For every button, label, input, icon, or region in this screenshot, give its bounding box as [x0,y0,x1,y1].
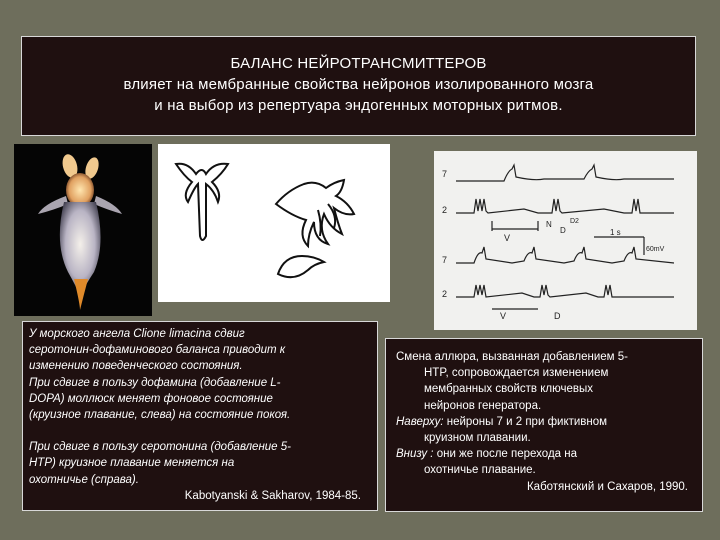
right-line-2: HTP, сопровождается изменением [424,367,609,380]
left-line-2: серотонин-дофаминового баланса приводит к [29,344,286,357]
title-line-2: влияет на мембранные свойства нейронов изолированного мозга [123,76,594,93]
right-line-1: Смена аллюра, вызванная добавлением 5- [396,351,628,363]
left-line-4: При сдвиге в пользу дофамина (добавление L- [29,376,281,389]
left-line-3: изменению поведенческого состояния. [29,360,243,373]
right-line-3: мембранных свойств ключевых [424,383,593,396]
left-line-5: DOPA) моллюск меняет фоновое состояние [29,392,273,405]
left-line-7: При сдвиге в пользу серотонина (добавление 5- [29,441,291,454]
phase-d-top: D [560,226,566,235]
title-line-1: БАЛАНС НЕЙРОТРАНСМИТТЕРОВ [230,55,487,72]
posture-drawings [158,144,390,302]
trace-label-2-top: 2 [442,205,448,215]
trace-label-7-top: 7 [442,169,448,179]
right-top-label: Наверху: [396,415,444,428]
clione-photo [14,144,152,316]
phase-v-top: V [504,233,511,243]
right-top-rest: нейроны 7 и 2 при фиктивном [443,415,608,428]
right-line-6: круизном плавании. [424,432,531,445]
phase-n-top: N [546,220,552,229]
title-line-3: и на выбор из репертуара эндогенных моторных ритмов. [154,97,563,114]
right-line-4: нейронов генератора. [424,399,542,412]
neuron-traces-figure [434,151,697,330]
left-line-1: У морского ангела Clione limacina сдвиг [29,328,245,340]
right-citation: Каботянский и Сахаров, 1990. [526,480,688,493]
time-scale-label: 1 s [610,228,621,237]
right-line-7 [396,446,696,462]
right-caption-box [385,338,703,512]
trace-label-2-bottom: 2 [442,289,448,299]
volt-scale-label: 60mV [646,246,665,253]
right-bottom-rest: они же после перехода на [433,448,577,461]
left-line-9: охотничье (справа). [29,473,139,486]
trace-label-7-bottom: 7 [442,255,448,265]
left-line-8: HTP) круизное плавание меняется на [29,457,235,470]
right-line-8: охотничье плавание. [424,464,536,477]
title-box [21,36,696,136]
left-citation: Kabotyanski & Sakharov, 1984-85. [184,489,361,502]
right-bottom-label: Внизу : [396,448,434,461]
phase-d-bottom: D [554,311,561,321]
left-line-6: (круизное плавание, слева) на состояние покоя. [29,409,291,422]
right-line-5 [396,414,696,430]
phase-d2-top: D2 [570,218,579,225]
phase-v-bottom: V [500,311,507,321]
left-caption-box [22,321,378,511]
